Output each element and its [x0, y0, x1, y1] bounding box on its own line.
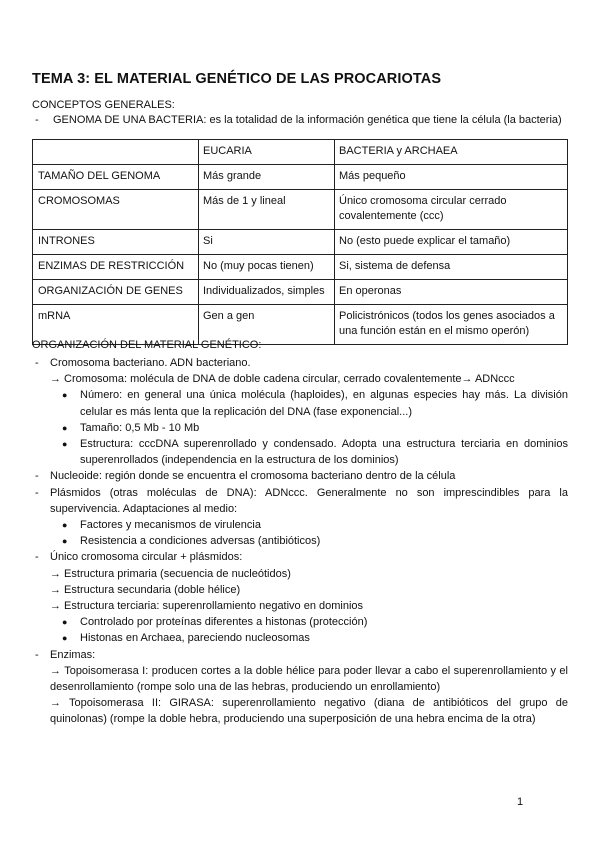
table-cell: No (esto puede explicar el tamaño)	[335, 230, 568, 255]
list-item	[32, 517, 568, 533]
list-item-text: → Estructura primaria (secuencia de nucleótidos)	[50, 567, 291, 580]
list-item-text: Tamaño: 0,5 Mb - 10 Mb	[80, 421, 200, 434]
dash-marker: -	[35, 114, 39, 126]
bullet-icon: ●	[62, 520, 68, 531]
table-cell: No (muy pocas tienen)	[199, 255, 335, 280]
list-item-text: Plásmidos (otras moléculas de DNA): ADNccc. Generalmente no son imprescindibles para la supervivencia. Adaptaciones al medio:	[50, 486, 568, 515]
table-cell: Individualizados, simples	[199, 280, 335, 305]
table-cell: Gen a gen	[199, 305, 335, 345]
list-item-text: Número: en general una única molécula (haploides), en algunas especies hay más. La división celular es más lenta que la replicación del DNA (fase exponencial...)	[80, 389, 568, 418]
list-item	[32, 614, 568, 630]
list-item	[32, 355, 568, 371]
table-row	[33, 190, 568, 230]
list-item	[32, 485, 568, 517]
list-item	[32, 663, 568, 695]
comparison-table	[32, 139, 568, 345]
list-item	[32, 468, 568, 484]
table-cell: En operonas	[335, 280, 568, 305]
list-item-text: Histonas en Archaea, pareciendo nucleosomas	[80, 632, 310, 645]
list-item	[32, 695, 568, 727]
list-item	[32, 647, 568, 663]
table-cell: mRNA	[33, 305, 199, 345]
dash-marker: -	[35, 486, 39, 499]
bullet-icon: ●	[62, 536, 68, 547]
list-item	[32, 566, 568, 582]
table-header-row	[33, 140, 568, 165]
list-item-text: → Cromosoma: molécula de DNA de doble cadena circular, cerrado covalentemente→ ADNccc	[50, 373, 515, 386]
table-header-cell: BACTERIA y ARCHAEA	[335, 140, 568, 165]
intro-bullet	[32, 114, 572, 126]
list-item	[32, 420, 568, 436]
list-item-text: Único cromosoma circular + plásmidos:	[50, 551, 243, 564]
list-item-text: Estructura: cccDNA superenrollado y condensado. Adopta una estructura terciaria en dominios superenrollados (independencia en la estructura de los dominios)	[80, 438, 568, 467]
list-item	[32, 371, 568, 387]
table-cell: CROMOSOMAS	[33, 190, 199, 230]
document-title: TEMA 3: EL MATERIAL GENÉTICO DE LAS PROCARIOTAS	[32, 71, 442, 87]
list-item	[32, 533, 568, 549]
table-cell: Más grande	[199, 165, 335, 190]
list-item-text: Enzimas:	[50, 648, 96, 661]
organization-list	[32, 355, 568, 728]
bullet-icon: ●	[62, 390, 68, 401]
list-item	[32, 630, 568, 646]
list-item	[32, 598, 568, 614]
table-cell: Si, sistema de defensa	[335, 255, 568, 280]
table-row	[33, 165, 568, 190]
dash-marker: -	[35, 357, 39, 369]
list-item-text: Factores y mecanismos de virulencia	[80, 519, 261, 532]
list-item-text: → Estructura terciaria: superenrollamiento negativo en dominios	[50, 600, 364, 613]
bullet-icon: ●	[62, 439, 68, 450]
page-number: 1	[517, 796, 524, 808]
table-cell: Más de 1 y lineal	[199, 190, 335, 230]
list-item-text: Nucleoide: región donde se encuentra el cromosoma bacteriano dentro de la célula	[50, 470, 456, 483]
table-cell: Si	[199, 230, 335, 255]
table-row	[33, 255, 568, 280]
list-item	[32, 387, 568, 419]
table-cell: ENZIMAS DE RESTRICCIÓN	[33, 255, 199, 280]
intro-text: GENOMA DE UNA BACTERIA: es la totalidad de la información genética que tiene la célula (la bacteria)	[53, 114, 562, 126]
list-item-text: → Topoisomerasa II: GIRASA: superenrollamiento negativo (diana de antibióticos del grupo de quinolonas) (rompe la doble hebra, produciendo una superposición de una hebra encima de la otra)	[50, 697, 568, 726]
list-item	[32, 436, 568, 468]
dash-marker: -	[35, 470, 39, 483]
table-cell: Policistrónicos (todos los genes asociados a una función están en el mismo operón)	[335, 305, 568, 345]
table-cell: ORGANIZACIÓN DE GENES	[33, 280, 199, 305]
table-row	[33, 280, 568, 305]
table-row	[33, 230, 568, 255]
list-item-text: Cromosoma bacteriano. ADN bacteriano.	[50, 357, 251, 369]
section-heading-organizacion: ORGANIZACIÓN DEL MATERIAL GENÉTICO:	[32, 339, 262, 351]
table-cell: INTRONES	[33, 230, 199, 255]
table-cell: Más pequeño	[335, 165, 568, 190]
bullet-icon: ●	[62, 422, 68, 433]
list-item	[32, 549, 568, 565]
list-item-text: → Estructura secundaria (doble hélice)	[50, 583, 241, 596]
table-cell: Único cromosoma circular cerrado covalentemente (ccc)	[335, 190, 568, 230]
bullet-icon: ●	[62, 633, 68, 644]
dash-marker: -	[35, 648, 39, 661]
table-cell: TAMAÑO DEL GENOMA	[33, 165, 199, 190]
list-item-text: Controlado por proteínas diferentes a histonas (protección)	[80, 616, 368, 629]
list-item	[32, 582, 568, 598]
table-header-cell: EUCARIA	[199, 140, 335, 165]
section-heading-conceptos: CONCEPTOS GENERALES:	[32, 99, 175, 111]
dash-marker: -	[35, 551, 39, 564]
bullet-icon: ●	[62, 617, 68, 628]
list-item-text: Resistencia a condiciones adversas (antibióticos)	[80, 535, 321, 548]
list-item-text: → Topoisomerasa I: producen cortes a la doble hélice para poder llevar a cabo el superenrollamiento y el desenrollamiento (rompe solo una de las hebras, produciendo un enrollamiento)	[50, 664, 568, 694]
table-header-cell	[33, 140, 199, 165]
